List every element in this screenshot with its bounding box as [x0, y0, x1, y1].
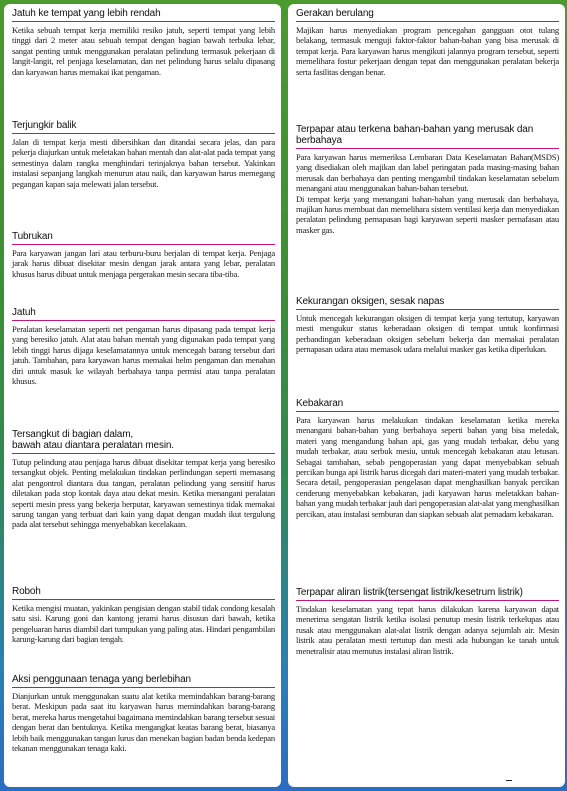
section-body — [296, 25, 559, 77]
section-heading: Kekurangan oksigen, sesak napas — [296, 296, 559, 310]
section-paragraph: Di tempat kerja yang menangani bahan-bahan yang merusak dan berbahaya, majikan harus membuat dan memelihara sistem ventilasi kerja dan menyediakan peralatan pelindung pernapasan bagi karyawan seperti masker pernafasan atau masker gas. — [296, 193, 559, 235]
section-body — [12, 457, 275, 530]
section-heading: Kebakaran — [296, 398, 559, 412]
section-paragraph: Dianjurkan untuk menggunakan suatu alat ketika memindahkan barang-barang berat. Meskipun pada saat itu karyawan harus memindahkan barang-barang berat, mereka harus mengetahui bagaimana memindahkan barang tersebut sesuai dengan berat dan bentuknya. Ketika mengangkat keatas barang berat, biasanya lebih baik menggunakan tangan lurus dan menekan bagian badan benda kedepan tekanan menggunakan tenaga kaki. — [12, 691, 275, 754]
section-falling-objects — [12, 307, 275, 386]
section-caught-in-machinery — [12, 429, 275, 530]
section-body — [296, 604, 559, 656]
section-body — [12, 25, 275, 77]
left-column — [4, 4, 281, 787]
section-hazardous-substances — [296, 124, 559, 235]
section-fall-from-height — [12, 8, 275, 77]
section-collision — [12, 231, 275, 279]
section-paragraph: Para karyawan jangan lari atau terburu-buru berjalan di tempat kerja. Penjaga jarak harus dibuat disekitar mesin dengan jarak antara yang lebar, peralatan khusus harus dibuat untuk menjaga pergerakan mesin secara tiba-tiba. — [12, 248, 275, 279]
right-column — [288, 4, 565, 787]
section-heading: Tersangkut di bagian dalam, bawah atau diantara peralatan mesin. — [12, 429, 275, 454]
section-tripping — [12, 120, 275, 189]
page-mark — [506, 780, 512, 781]
section-body — [12, 324, 275, 386]
section-heading: Terpapar aliran listrik(tersengat listrik/kesetrum listrik) — [296, 587, 559, 601]
section-paragraph: Peralatan keselamatan seperti net pengaman harus dipasang pada tempat kerja yang beresiko jatuh. Alat atau bahan mentah yang digunakan pada tempat yang lebih tinggi harus dijaga keselamatannya untuk mencegah barang tersebut dari jatuh. Tambahan, para karyawan harus memakai helm pengaman dan menahan diri untuk masuk ke wilayah berbahaya tanpa permisi atau tanpa peralatan khusus. — [12, 324, 275, 387]
section-repetitive-motion — [296, 8, 559, 77]
section-fire — [296, 398, 559, 519]
section-heading: Tubrukan — [12, 231, 275, 245]
section-heading: Terpapar atau terkena bahan-bahan yang merusak dan berbahaya — [296, 124, 559, 149]
section-body — [12, 603, 275, 645]
section-paragraph: Ketika mengisi muatan, yakinkan pengisian dengan stabil tidak condong kesalah satu sisi. Karung goni dan kantong jerami harus disusun dari bawah, ketika pengeluaran harus diambil dari tumpukan yang paling atas. Hindari pengambilan karung-karung dari bagian tengah. — [12, 603, 275, 645]
section-paragraph: Para karyawan harus melakukan tindakan keselamatan ketika mereka menangani bahan-bahan yang berbahaya seperti bahan yang bisa meledak, materi yang mengandung bahan api, gas yang mudah terbakar, debu yang mudah terbakar, atau serbuk mesiu, untuk mencegah kebakaran atau letusan. Sebagai tambahan, sebab pengoperasian yang dapat menyebabkan sebuah percikan bunga api listrik harus dicegah dari materi-materi yang mudah terbakar. Secara detail, pengoperasian pengelasan dapat menghasilkan banyak percikan cenderung menyebabkan kebakaran, jadi karyawan harus meletakkan bahan-bahan yang mudah terbakar jauh dari pengoperasian alat-alat yang menghasilkan percikan, atau instalasi semburan dan siapkan sebuah alat pemadam kebakaran. — [296, 415, 559, 519]
section-paragraph: Ketika sebuah tempat kerja memiliki resiko jatuh, seperti tempat yang lebih tinggi dari 2 meter atau sebuah tempat dengan bagian bawah terbuka lebar, sangat penting untuk menggunakan peralatan pelindung termasuk pekerjaan di langit-langit, rel penjaga keselamatan, dan net pelindung harus selalu dipasang dan karyawan harus memakai ikat pengaman. — [12, 25, 275, 77]
section-collapse — [12, 586, 275, 645]
section-paragraph: Majikan harus menyediakan program pencegahan gangguan otot tulang belakang, termasuk menguji faktor-faktor bahan-bahan yang bisa merusak di tempat kerja. Para karyawan harus mengikuti jalannya program tersebut, seperti memelihara fostur pekerjaan dengan tepat dan menggunakan peralatan bekerja serta fasilitas dengan benar. — [296, 25, 559, 77]
section-heading: Roboh — [12, 586, 275, 600]
section-overexertion — [12, 674, 275, 753]
section-body — [296, 415, 559, 519]
section-paragraph: Untuk mencegah kekurangan oksigen di tempat kerja yang tertutup, karyawan mesti mengukur status keberadaan oksigen di tempat untuk konfirmasi perbandingan keberadaan oksigen sebelum bekerja dan memakai peralatan pernapasan udara atau memasok udara melalui masker gas ketika diperlukan. — [296, 313, 559, 355]
section-paragraph: Jalan di tempat kerja mesti dibersihkan dan ditandai secara jelas, dan para pekerja diajurkan untuk meletakan bahan mentah dan alat-alat pada tempat yang semestinya dalam rangka menghindari terinjaknya bahan tersebut. Yakinkan instalasi sepanjang langkah menurun atau naik, dan karyawan harus memegang pegangan kapan saja melewati jalan tersebut. — [12, 137, 275, 189]
section-body — [12, 691, 275, 753]
section-heading: Jatuh ke tempat yang lebih rendah — [12, 8, 275, 22]
section-body — [296, 313, 559, 355]
section-heading: Aksi penggunaan tenaga yang berlebihan — [12, 674, 275, 688]
section-heading: Gerakan berulang — [296, 8, 559, 22]
section-paragraph: Tindakan keselamatan yang tepat harus dilakukan karena karyawan dapat menerima sengatan listrik ketika isolasi penutup mesin listrik terkelupas atau rusak atau menggunakan alat-alat listrik dengan adanya sejumlah air. Mesin listrik atau peralatan mesti tertutup dan mesti ada hubungan ke tanah untuk menetralisir atau memutus instalasi aliran listrik. — [296, 604, 559, 656]
section-heading: Terjungkir balik — [12, 120, 275, 134]
section-body — [296, 152, 559, 235]
section-body — [12, 137, 275, 189]
section-paragraph: Para karyawan harus memeriksa Lembaran Data Keselamatan Bahan(MSDS) yang disediakan oleh majikan dan label peringatan pada masing-masing bahan merusak dan berbahaya dan penting mengambil tindakan keselamatan sebelum menangani atau menggunakan bahan-bahan tersebut. — [296, 152, 559, 194]
section-paragraph: Tutup pelindung atau penjaga harus dibuat disekitar tempat kerja yang beresiko tersangkut objek. Penting melakukan tindakan perlindungan seperti memasang alat pengontrol diantara dua tangan, peralatan pelindung yang sensitif harus diletakan pada stop kontak daya atau dekat mesin. Ketika menangani peralatan seperti mesin press yang bekerja berputar, karyawan semestinya tidak memakai sarung tangan yang terbuat dari kain yang dapat dengan mudah ikut tergulung pada alat tersebut sehingga menyebabkan kecelakaan. — [12, 457, 275, 530]
section-heading: Jatuh — [12, 307, 275, 321]
section-oxygen-deficiency — [296, 296, 559, 355]
section-electric-shock — [296, 587, 559, 656]
section-body — [12, 248, 275, 279]
